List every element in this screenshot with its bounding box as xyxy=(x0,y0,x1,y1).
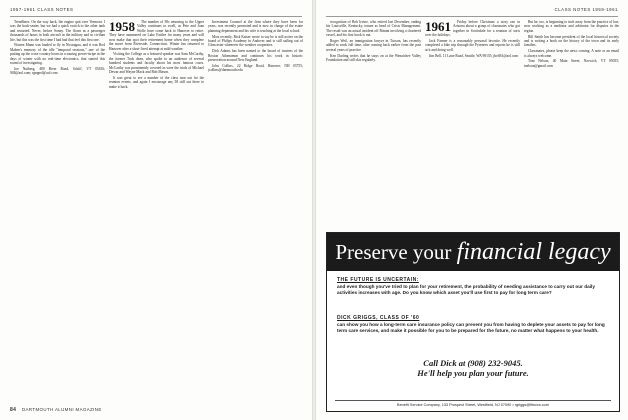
class-note-paragraph: recognition of Bob Irvine, who retired last December, ending his Louisville, Kentucky, tenure as head of Crisis Management. The result was an actual incident off Bimini involving a chartered vessel, and his first book is out. xyxy=(326,20,421,38)
class-note-paragraph: Roger Weil, an immigration lawyer in Tucson, has recently added to work full time, after coming back earlier from the past several years of practice. xyxy=(326,39,421,52)
ad-call-to-action xyxy=(337,358,609,378)
right-column-3 xyxy=(524,20,619,225)
right-column-1 xyxy=(326,20,421,64)
right-running-head: CLASS NOTES 1959-1961 xyxy=(326,7,618,17)
ad-banner xyxy=(327,233,619,271)
class-note-paragraph: Joe Nutberg, 480 River Road, Schiff, VT 05456; 948@aol.com; rgeppel@aol.com xyxy=(10,66,105,76)
class-note-paragraph: Bill Smith has become president of the local historical society and is writing a book on the history of the town and its early families. xyxy=(524,34,619,48)
class-note-paragraph: It was great to see a number of the class turn out for the reunion events, and again I encourage any 58 still out there to make it back. xyxy=(109,75,204,89)
advertisement-box xyxy=(326,232,620,412)
class-note-paragraph: Jim Bell, 11 Lane Road, Seattle, WA 98155; jbell61@aol.com xyxy=(429,53,519,58)
class-year-heading: 1961 xyxy=(425,20,451,34)
left-column-1 xyxy=(10,20,105,77)
page-number: 84 xyxy=(10,407,17,413)
class-note-paragraph: Investment Counsel at the firm where they have been for years, was recently promoted and is now in charge of the estate planning department and his wife is teaching at the local school. xyxy=(208,20,303,33)
ad-section-body: and even though you've tried to plan for your retirement, the probability of needing assistance to carry out our daily activities increases with age. Do you know which asset you'll use first to pay for long term care? xyxy=(337,284,595,295)
left-page xyxy=(0,0,312,420)
right-column-2 xyxy=(425,20,520,225)
class-note-paragraph: Classmates, please keep the news coming. A note or an email is always welcome. xyxy=(524,49,619,58)
class-note-paragraph: Tom Nelson, 40 Main Street, Norwich, VT 05055; tnelson@gmail.com xyxy=(524,59,619,68)
left-running-head: 1957-1961 CLASS NOTES xyxy=(10,7,302,17)
ad-section-heading: THE FUTURE IS UNCERTAIN: xyxy=(337,277,419,283)
class-note-paragraph: Friday before Christmas a story ran in Arizona about a group of classmates who got together in Scottsdale for a reunion of sorts over the holidays. xyxy=(425,20,520,38)
ad-phone-line: Call Dick at (908) 232-9045. xyxy=(423,358,523,368)
ad-banner-script: financial legacy xyxy=(456,239,611,265)
class-note-paragraph: The number of 58s returning to the Upper Valley continues to swell, as Pete and Joan Wolfe have come back to Hanover to retire. They have summered on Lake Fairlee for many years and will now make that spot their retirement home when they complete the move from Riverside, Connecticut. Winter has returned to Hanover after a short-lived attempt at mild weather. xyxy=(109,20,204,51)
class-note-paragraph: Ken Darling writes that he stays on at the Wenatchee Valley Foundation and still skis regularly. xyxy=(326,53,421,62)
magazine-title: DARTMOUTH ALUMNI MAGAZINE xyxy=(22,407,102,412)
class-note-paragraph: Dick Adams has been named to the board of trustees of the Boston Athenaeum and continues his work in historic preservation around New England. xyxy=(208,49,303,62)
left-column-3 xyxy=(208,20,303,74)
class-note-paragraph: Jack Farmer is a reasonably personal favorite. He recently completed a bike trip through the Pyrenees and reports he is still at it and doing well. xyxy=(425,39,520,52)
ad-tagline: He'll help you plan your future. xyxy=(417,368,529,378)
class-note-paragraph: Most recently, Rick Kaiser wrote to say he is still active on the board of Philips Academy in Andover and is still sailing out of Gloucester whenever the weather cooperates. xyxy=(208,34,303,48)
class-note-paragraph: Warren Mann was lauded to fly in Nicaragua, and it was Rod Maben's memory of the idle "temporal sessions," one of the putting up the cross-country hours in a touring power-stripe in the days of winter with no real-time electronics, that started this round of investigating. xyxy=(10,43,105,66)
ad-section-body: can show you how a long-term care insurance policy can prevent you from having to deplete your assets to pay for long term care services, and make it possible for you to be prepared for the future, no matter what happens to your health. xyxy=(337,322,605,333)
left-column-2 xyxy=(109,20,204,90)
class-note-paragraph: But he, too, is beginning to inch away from the practice of law, now working as a mediator and arbitrator for disputes in the region. xyxy=(524,20,619,33)
page-folio xyxy=(10,407,102,413)
class-note-paragraph: Trendlines. On the way back, the engine quit over Vermont. I was the back-seater, but we had a quick switch to the other tank and restarted. Never, before Sonny. The flown as a passenger thousands of hours in both aircraft in the military and in civilian life, but this was the first time I had had that feel this first one. xyxy=(10,20,105,42)
ad-section-future xyxy=(337,277,609,296)
class-year-heading: 1958 xyxy=(109,20,135,34)
class-note-paragraph: Visiting the College as a featured speaker was Sam McCarthy, the former Tuck dean, who spoke to an audience of several hundred students and faculty about his most famous cases. McCarthy was prominently covered as were the trials of Michael Dewar and Wayne Mack and Bob Mason. xyxy=(109,52,204,75)
ad-banner-text: Preserve your xyxy=(335,240,457,264)
class-note-paragraph: John Collins, 22 Ridge Road, Hanover, NH 03755; jcollins@dartmouth.edu xyxy=(208,63,303,73)
ad-section-heading: DICK GRIGGS, CLASS OF '60 xyxy=(337,315,420,321)
ad-section-griggs xyxy=(337,315,609,334)
ad-footer: Benefit Service Company, 133 Prospect Street, Westfield, NJ 07090 • rgriggs@fitsvcs.com xyxy=(335,400,611,407)
